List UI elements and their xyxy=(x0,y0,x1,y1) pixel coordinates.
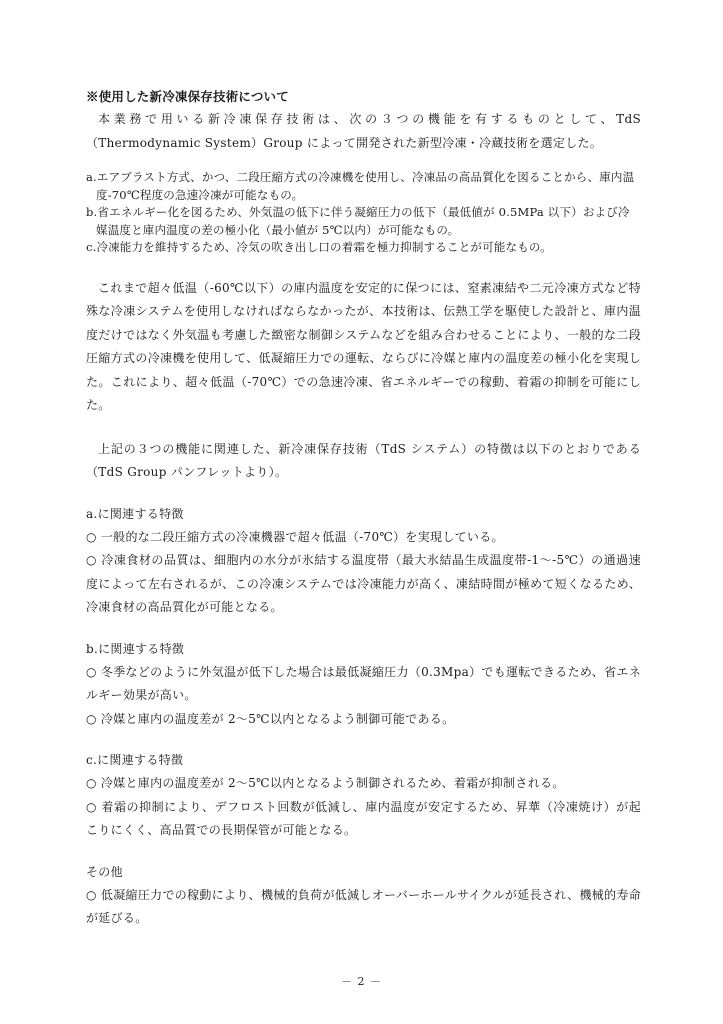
section-b xyxy=(86,638,641,732)
page-number: － 2 － xyxy=(341,975,382,988)
features-intro-paragraph: 上記の３つの機能に関連した、新冷凍保存技術（TdS システム）の特徴は以下のとおりである（TdS Group パンフレットより）。 xyxy=(86,441,641,479)
section-heading: ※使用した新冷凍保存技術について xyxy=(86,89,289,104)
section-a-title: a.に関連する特徴 xyxy=(86,506,184,521)
section-a xyxy=(86,503,641,620)
background-paragraph: これまで超々低温（-60℃以下）の庫内温度を安定的に保つには、窒素凍結や二元冷凍方式など特殊な冷凍システムを使用しなければならなかったが、本技術は、伝熱工学を駆使した設計と、庫内温度だけではなく外気温も考慮した緻密な制御システムなどを組み合わせることにより、一般的な二段圧縮方式の冷凍機を使用して、低凝縮圧力での運転、ならびに冷媒と庫内の温度差の極小化を実現した。これにより、超々低温（-70℃）での急速冷凍、省エネルギーでの稼動、着霜の抑制を可能にした。 xyxy=(86,280,641,412)
section-other xyxy=(86,861,641,931)
section-b-title: b.に関連する特徴 xyxy=(86,641,185,656)
section-c xyxy=(86,749,641,843)
document-body xyxy=(86,86,641,931)
section-other-title: その他 xyxy=(86,864,123,879)
section-a-bullet: ○ 冷凍食材の品質は、細胞内の水分が氷結する温度帯（最大氷結晶生成温度帯-1～-5℃）の通過速度によって左右されるが、この冷凍システムでは冷凍能力が高く、凍結時間が極めて短くなるため、冷凍食材の高品質化が可能となる。 xyxy=(86,553,641,614)
intro-paragraph: 本業務で用いる新冷凍保存技術は、次の３つの機能を有するものとして、TdS（Thermodynamic System）Group によって開発された新型冷凍・冷蔵技術を選定した。 xyxy=(86,112,641,150)
section-c-title: c.に関連する特徴 xyxy=(86,753,184,767)
section-c-bullet: ○ 着霜の抑制により、デフロスト回数が低減し、庫内温度が安定するため、昇華（冷凍焼け）が起こりにくく、高品質での長期保管が可能となる。 xyxy=(86,799,641,837)
section-b-bullet: ○ 冷媒と庫内の温度差が 2～5℃以内となるよう制御可能である。 xyxy=(86,711,455,726)
function-item-a: a.エアブラスト方式、かつ、二段圧縮方式の冷凍機を使用し、冷凍品の高品質化を図ることから、庫内温度-70℃程度の急速冷凍が可能なもの。 xyxy=(86,170,635,202)
section-c-bullet: ○ 冷媒と庫内の温度差が 2～5℃以内となるよう制御されるため、着霜が抑制される。 xyxy=(86,776,565,790)
function-item-b: b.省エネルギー化を図るため、外気温の低下に伴う凝縮圧力の低下（最低値が 0.5MPa 以下）および冷媒温度と庫内温度の差の極小化（最小値が 5℃以内）が可能なもの。 xyxy=(86,205,630,237)
section-b-bullet: ○ 冬季などのように外気温が低下した場合は最低凝縮圧力（0.3Mpa）でも運転できるため、省エネルギー効果が高い。 xyxy=(86,664,641,702)
section-a-bullet: ○ 一般的な二段圧縮方式の冷凍機器で超々低温（-70℃）を実現している。 xyxy=(86,529,504,544)
function-item-c: c.冷凍能力を維持するため、冷気の吹き出し口の着霜を極力抑制することが可能なもの。 xyxy=(86,240,552,254)
section-other-bullet: ○ 低凝縮圧力での稼動により、機械的負荷が低減しオーバーホールサイクルが延長され、機械的寿命が延びる。 xyxy=(86,887,641,925)
functions-list xyxy=(86,169,641,257)
